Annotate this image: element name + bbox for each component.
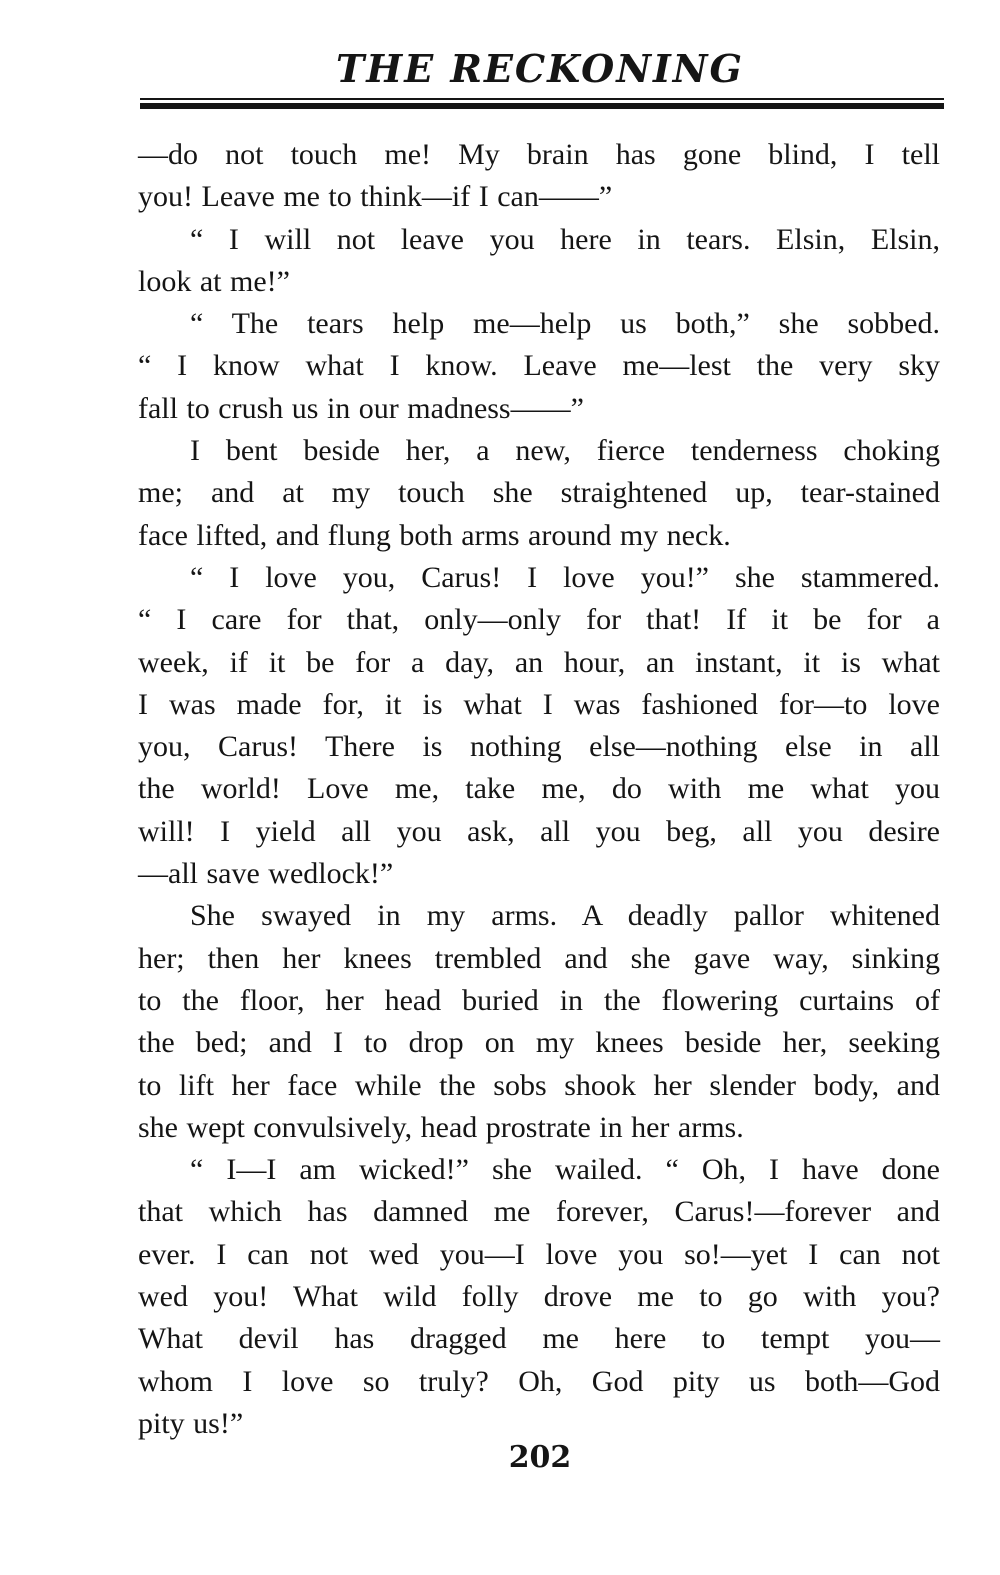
text-line: whom I love so truly? Oh, God pity us both—God: [138, 1364, 940, 1398]
text-line: will! I yield all you ask, all you beg, all you desire: [138, 814, 940, 848]
text-line: She swayed in my arms. A deadly pallor whitened: [190, 899, 940, 933]
text-line: I was made for, it is what I was fashioned for—to love: [138, 687, 940, 721]
page-number: 202: [508, 1440, 572, 1475]
text-line: look at me!”: [138, 264, 290, 298]
text-line: the world! Love me, take me, do with me what you: [138, 772, 940, 806]
text-line: that which has damned me forever, Carus!—forever and: [138, 1195, 940, 1229]
text-line: “ I know what I know. Leave me—lest the very sky: [138, 349, 940, 383]
text-line: “ I love you, Carus! I love you!” she stammered.: [190, 560, 940, 594]
text-line: wed you! What wild folly drove me to go with you?: [138, 1280, 940, 1314]
body-text: [138, 134, 940, 1445]
text-line: I bent beside her, a new, fierce tenderness choking: [190, 434, 940, 468]
text-line: the bed; and I to drop on my knees beside her, seeking: [138, 1026, 940, 1060]
text-line: “ I care for that, only—only for that! If it be for a: [138, 603, 940, 637]
text-line: to the floor, her head buried in the flowering curtains of: [138, 983, 940, 1017]
text-line: face lifted, and flung both arms around my neck.: [138, 518, 731, 552]
text-line: “ The tears help me—help us both,” she sobbed.: [190, 307, 940, 341]
text-line: to lift her face while the sobs shook her slender body, and: [138, 1068, 940, 1102]
header-rule-thick: [140, 103, 944, 109]
text-line: you! Leave me to think—if I can——”: [138, 180, 613, 214]
text-line: she wept convulsively, head prostrate in her arms.: [138, 1110, 744, 1144]
running-title: THE RECKONING: [336, 46, 744, 91]
text-line: pity us!”: [138, 1406, 244, 1440]
text-line: you, Carus! There is nothing else—nothing else in all: [138, 730, 940, 764]
text-line: “ I—I am wicked!” she wailed. “ Oh, I have done: [190, 1153, 940, 1187]
text-line: her; then her knees trembled and she gave way, sinking: [138, 941, 940, 975]
text-line: me; and at my touch she straightened up, tear-stained: [138, 476, 940, 510]
text-line: —all save wedlock!”: [138, 857, 394, 891]
text-line: ever. I can not wed you—I love you so!—yet I can not: [138, 1237, 940, 1271]
text-line: week, if it be for a day, an hour, an instant, it is what: [138, 645, 940, 679]
text-line: “ I will not leave you here in tears. Elsin, Elsin,: [190, 222, 940, 256]
text-line: —do not touch me! My brain has gone blind, I tell: [138, 138, 940, 171]
text-line: fall to crush us in our madness——”: [138, 391, 584, 425]
header-rule-thin: [140, 98, 944, 100]
text-line: What devil has dragged me here to tempt you—: [138, 1322, 940, 1356]
